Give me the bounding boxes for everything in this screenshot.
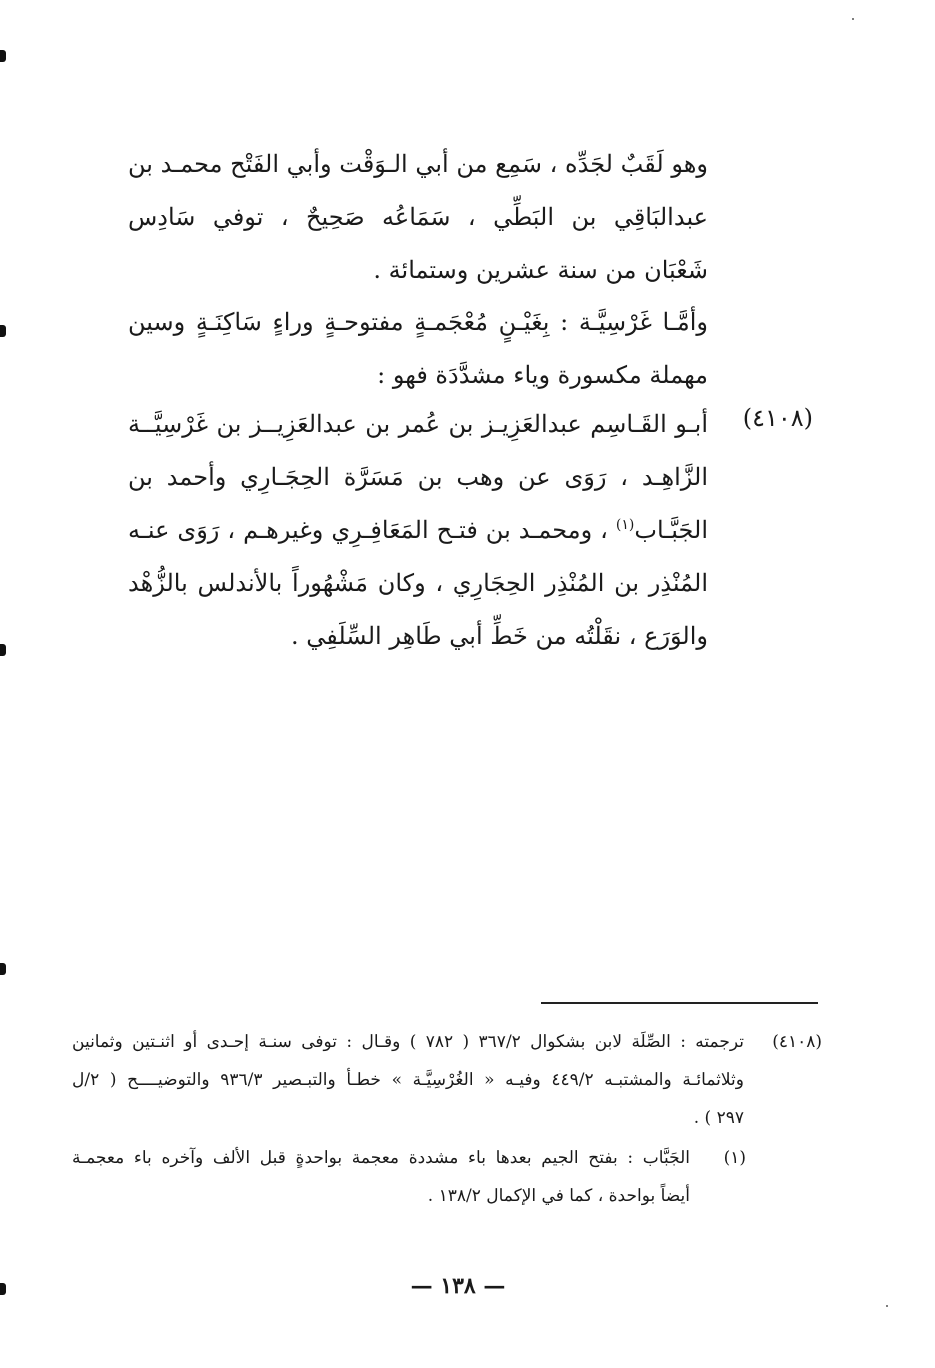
footnote-number: (١)	[723, 1148, 746, 1168]
text-line: وأمَّـا غَرْسِيَّـة : بِغَيْـنٍ مُعْجَمـةٍ مفتوحـةٍ وراءٍ سَاكِنَـةٍ وسين	[128, 308, 708, 336]
footnote-line: أيضاً بواحدة ، كما في الإكمال ١٣٨/٢ .	[427, 1186, 690, 1206]
scan-edge-mark	[0, 644, 6, 656]
paragraph-2	[128, 296, 708, 402]
scan-speck	[886, 1305, 888, 1307]
page-number: — ١٣٨ —	[410, 1273, 506, 1299]
text-line: أبـو القَـاسِم عبدالعَزِيـز بن عُمر بن عبدالعَزِيــز بن غَرْسِيَّــة	[128, 410, 708, 438]
footnote-line: وثلاثمائـة والمشتبـه ٤٤٩/٢ وفيـه « الغُرْسِيَّـة » خطـأ والتبـصير ٩٣٦/٣ والتوضيــــح ( ٢/ل	[72, 1070, 744, 1090]
paragraph-1	[128, 138, 708, 297]
text-line: الزَّاهِـد ، رَوَى عن وهب بن مَسَرَّة الحِجَـارِي وأحمد بن	[128, 463, 708, 491]
entry-text	[128, 398, 708, 663]
entry-number: (٤١٠٨)	[742, 404, 813, 432]
text-line: وهو لَقَبٌ لجَدِّه ، سَمِع من أبي الـوَقْت وأبي الفَتْح محمـد بن	[128, 150, 708, 178]
scan-edge-mark	[0, 50, 6, 62]
text-line: المُنْذِر بن المُنْذِر الحِجَارِي ، وكان مَشْهُوراً بالأندلس بالزُّهْد	[128, 569, 708, 597]
entry-line-rest: ، ومحمـد بن فتـح المَعَافِـرِي وغيرهـم ، رَوَى عنـه	[128, 516, 608, 544]
text-line: شَعْبَان من سنة عشرين وستمائة .	[373, 256, 708, 284]
footnote-line: الجَبَّاب : بفتح الجيم بعدها باء مشددة معجمة بواحدةٍ قبل الألف وآخره باء معجمـة	[72, 1148, 690, 1168]
footnote-reference[interactable]: (١)	[615, 517, 635, 533]
scan-edge-mark	[0, 325, 6, 337]
footnote-entry	[72, 1023, 744, 1137]
text-line: مهملة مكسورة وياء مشدَّدَة فهو :	[377, 361, 708, 389]
text-line: عبدالبَاقِي بن البَطِّي ، سَمَاعُه صَحِيحٌ ، توفي سَادِس	[128, 203, 708, 231]
footnote-line: ٢٩٧ ) .	[693, 1108, 744, 1128]
text-line-with-footnote	[128, 504, 708, 557]
footnote-number: (٤١٠٨)	[772, 1032, 822, 1052]
entry-word: الجَبَّـاب	[634, 516, 708, 544]
text-line: والوَرَع ، نقَلْتُه من خَطِّ أبي طَاهِر السِّلَفِي .	[290, 622, 708, 650]
scan-edge-mark	[0, 963, 6, 975]
footnote-entry	[72, 1139, 690, 1215]
scan-edge-mark	[0, 1283, 6, 1295]
footnote-divider	[541, 1002, 818, 1004]
scan-speck	[852, 18, 854, 20]
footnote-line: ترجمته : الصِّلَة لابن بشكوال ٣٦٧/٢ ( ٧٨٢ ) وقـال : توفى سنـة إحـدى أو اثنـتين وثمانين	[72, 1032, 744, 1052]
